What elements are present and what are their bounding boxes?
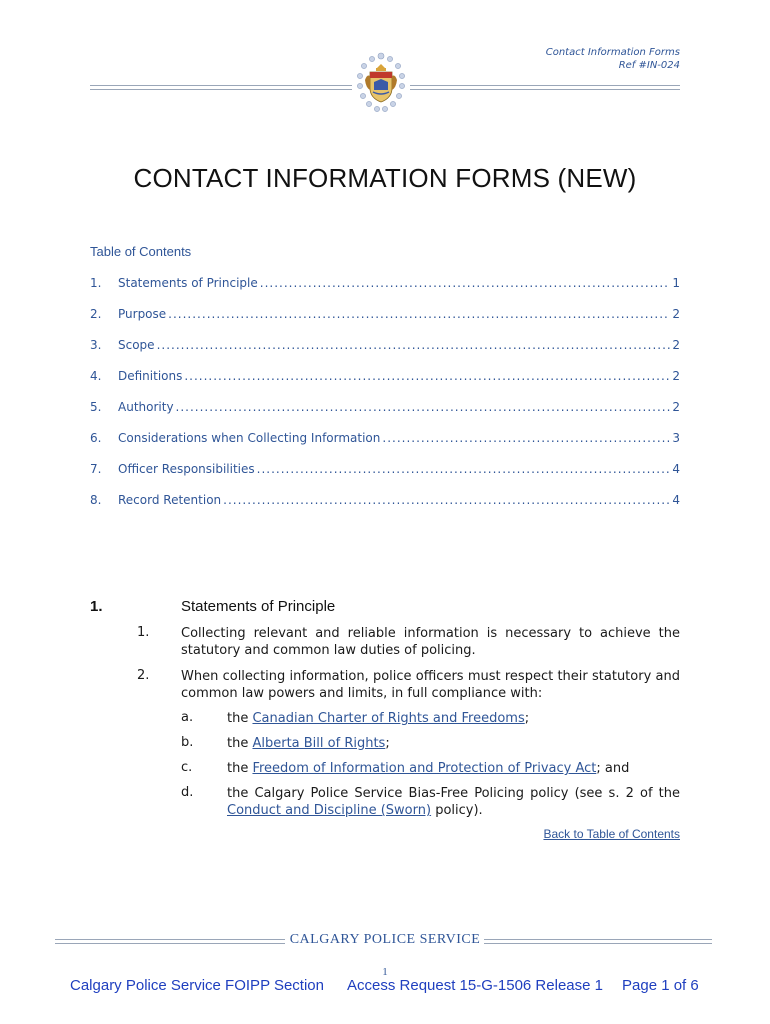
toc-entry-scope[interactable] bbox=[90, 338, 680, 354]
list-item-text: policy). bbox=[431, 803, 483, 818]
toc-leader-dots bbox=[184, 369, 670, 383]
toc-leader-dots bbox=[382, 431, 670, 445]
toc-entry-title: Considerations when Collecting Information bbox=[118, 431, 381, 445]
toc-entry-number: 6. bbox=[90, 431, 102, 445]
toc-entry-authority[interactable] bbox=[90, 400, 680, 416]
toc-entry-number: 8. bbox=[90, 493, 102, 507]
toc-leader-dots bbox=[257, 462, 671, 476]
list-item-label: c. bbox=[181, 760, 193, 775]
toc-entry-title: Scope bbox=[118, 338, 155, 352]
toc-entry-number: 3. bbox=[90, 338, 102, 352]
toc-entry-page: 2 bbox=[672, 369, 680, 383]
conduct-and-discipline-link[interactable]: Conduct and Discipline (Sworn) bbox=[227, 803, 432, 818]
section-number: 1. bbox=[90, 598, 103, 615]
toc-entry-record-retention[interactable] bbox=[90, 493, 680, 509]
list-item-text: the Calgary Police Service Bias-Free Policing policy (see s. 2 of the bbox=[227, 786, 680, 801]
list-item-text: ; bbox=[524, 711, 530, 726]
toc-entry-page: 3 bbox=[672, 431, 680, 445]
toc-leader-dots bbox=[168, 307, 670, 321]
list-item-text: the bbox=[227, 761, 253, 776]
toc-entry-statements-of-principle[interactable] bbox=[90, 276, 680, 292]
paragraph-number: 1. bbox=[137, 625, 150, 640]
toc-entry-page: 2 bbox=[672, 338, 680, 352]
paragraph-text: When collecting information, police officers must respect their statutory and common law powers and limits, in full compliance with: bbox=[181, 669, 680, 701]
toc-entry-page: 2 bbox=[672, 400, 680, 414]
header-rule-right bbox=[410, 85, 680, 90]
footer-page-count: Page 1 of 6 bbox=[622, 977, 699, 994]
toc-entry-number: 5. bbox=[90, 400, 102, 414]
list-item bbox=[227, 785, 680, 819]
toc-entry-officer-responsibilities[interactable] bbox=[90, 462, 680, 478]
list-item-text: the bbox=[227, 736, 253, 751]
document-title: CONTACT INFORMATION FORMS (NEW) bbox=[133, 163, 637, 193]
footer-service-text: CALGARY POLICE SERVICE bbox=[286, 932, 485, 947]
toc-leader-dots bbox=[260, 276, 671, 290]
toc-leader-dots bbox=[176, 400, 671, 414]
toc-entry-page: 4 bbox=[672, 493, 680, 507]
list-item-text: ; and bbox=[596, 761, 630, 776]
toc-entry-page: 2 bbox=[672, 307, 680, 321]
toc-entry-number: 7. bbox=[90, 462, 102, 476]
list-item-text: the bbox=[227, 711, 253, 726]
list-item-label: a. bbox=[181, 710, 194, 725]
list-item bbox=[227, 710, 680, 727]
toc-heading: Table of Contents bbox=[90, 244, 192, 259]
toc-entry-number: 4. bbox=[90, 369, 102, 383]
footer-page-number: 1 bbox=[382, 966, 388, 978]
list-item bbox=[227, 735, 680, 752]
toc-entry-number: 1. bbox=[90, 276, 102, 290]
list-item-label: d. bbox=[181, 785, 194, 800]
footer-access-request: Access Request 15-G-1506 Release 1 bbox=[347, 977, 603, 994]
toc-entry-title: Purpose bbox=[118, 307, 167, 321]
toc-entry-number: 2. bbox=[90, 307, 102, 321]
toc-entry-title: Authority bbox=[118, 400, 174, 414]
foip-act-link[interactable]: Freedom of Information and Protection of Privacy Act bbox=[252, 761, 597, 776]
toc-leader-dots bbox=[157, 338, 671, 352]
paragraph-number: 2. bbox=[137, 668, 150, 683]
footer-service-name bbox=[0, 932, 770, 948]
toc-entry-page: 4 bbox=[672, 462, 680, 476]
toc-entry-definitions[interactable] bbox=[90, 369, 680, 385]
police-crest-icon bbox=[355, 50, 407, 114]
toc-entry-title: Statements of Principle bbox=[118, 276, 258, 290]
toc-entry-title: Record Retention bbox=[118, 493, 222, 507]
toc-entry-considerations[interactable] bbox=[90, 431, 680, 447]
paragraph-text: Collecting relevant and reliable information is necessary to achieve the statutory and common law duties of policing. bbox=[181, 626, 680, 658]
toc-entry-page: 1 bbox=[672, 276, 680, 290]
header-rule-left bbox=[90, 85, 352, 90]
footer-foipp-section: Calgary Police Service FOIPP Section bbox=[70, 977, 324, 994]
toc-entry-title: Definitions bbox=[118, 369, 183, 383]
list-item-label: b. bbox=[181, 735, 194, 750]
toc-entry-purpose[interactable] bbox=[90, 307, 680, 323]
header-doc-name: Contact Information Forms bbox=[545, 47, 680, 58]
back-to-toc-link[interactable]: Back to Table of Contents bbox=[543, 827, 680, 841]
header-ref-number: Ref #IN-024 bbox=[618, 60, 680, 71]
list-item-text: ; bbox=[385, 736, 390, 751]
charter-of-rights-link[interactable]: Canadian Charter of Rights and Freedoms bbox=[252, 711, 525, 726]
list-item bbox=[227, 760, 680, 777]
section-heading: Statements of Principle bbox=[181, 598, 336, 615]
alberta-bill-of-rights-link[interactable]: Alberta Bill of Rights bbox=[252, 736, 386, 751]
toc-entry-title: Officer Responsibilities bbox=[118, 462, 255, 476]
toc-leader-dots bbox=[223, 493, 670, 507]
